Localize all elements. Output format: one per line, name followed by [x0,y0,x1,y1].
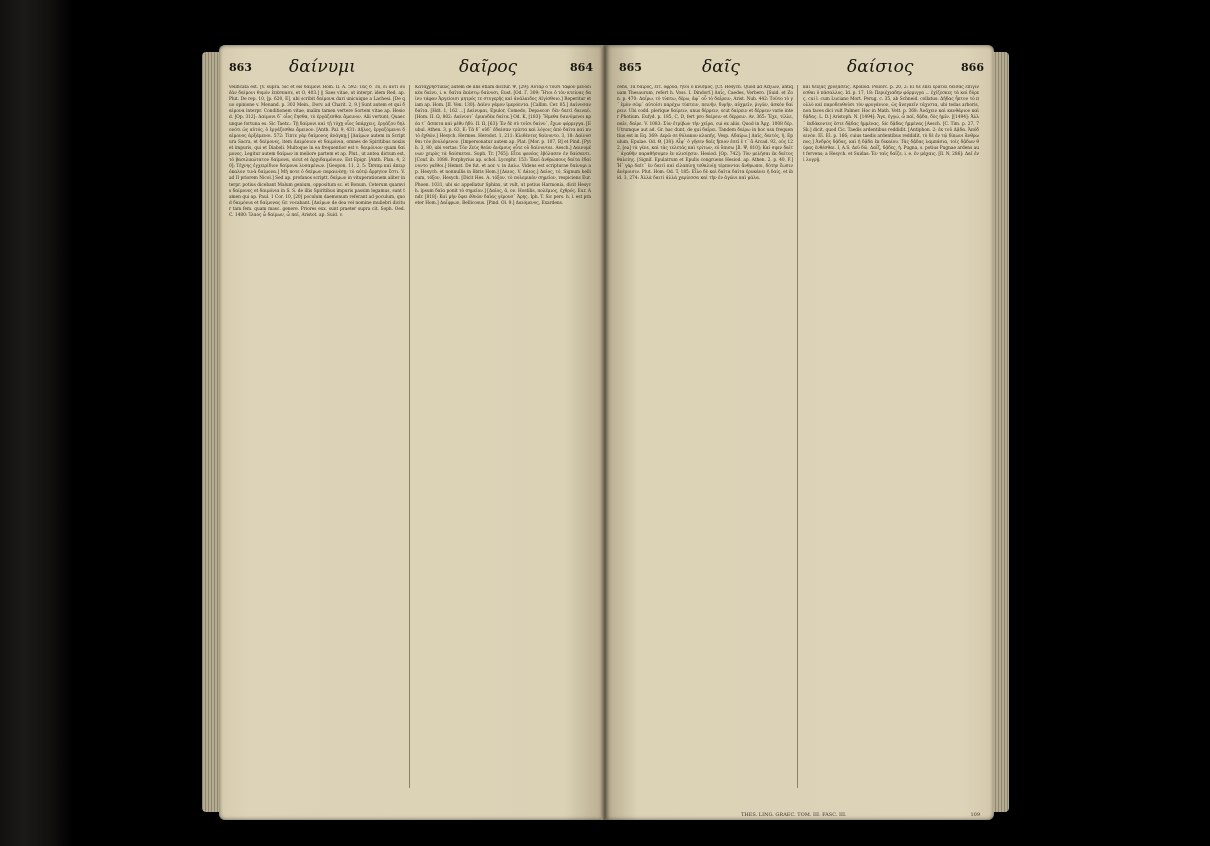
left-page-column-2: Καταχρηστικῶς autem de illis etiam dicitur. Ψ, [29]: Αὐτὰρ ὁ τοῖσι τάφον μενοεικέα δαίνυ, i. e. δαῖτα ἑκάστῳ δαίνυσι, Eust. [Od. Γ, 309: Ἤτοι ὁ τὸν κτείνας δαίνυ τάφον Ἀργείοισι μητρός τε στυγερῆς καὶ ἀνάλκιδος Αἰγίσθοιο.] Reperitur etiam ap. Hom. [II. Ven. 130]: Δαῖνυ γάμον ἱμερόεντα. [Callim. Cer. 85.] Δαίνυσαν δαῖτα. [Hdt. 1, 162 ...] Δαίνυμαι, Epulor, Comedo, Depascor: δὲν δαιτὶ δαιναῦ. [Hom. II. Ω, 802: Δαίνυντ᾽ ἐρικυδέα δαῖτα.] Od. K, [183]: Ἥμεθα δαινύμενοι κρέα τ᾽ ἄσπετα καὶ μέθυ ἡδύ. II. Ω, [63]: Ἐν δὲ σὺ τοῖσι δαίνυ᾽, ἔχων φόρμιγγα. [Eubul. Athen. 3, p. 63, E: Τὰ δ᾽ οὐδ᾽ ἐδαίσαν τρίπτα καὶ λόγοις ἀπὸ δαῖτα καὶ πυτὸ ἐχθῶν.] Hesych. Hermes. Herodot. 1, 211: Κλιθέντες δαίνυντο. 3, 18: Δαίνυσθαι τὸν βουλόμενον. [Impersonatur autem ap. Plat. [Mor. p. 107, B] et Pind. [Pyth. 3, 80, ubi vertas: Τὸν Ζεὺς θεῶν ἀνέμους οὖτε οὐ δαίνυνται. Aesch.] Δαινυμένων χειρὸς τὰ δαίσκεται. Soph. Tr. [765]: Εἶτα φονέας ἐβόλασεν ἐν δαίσαντι. [Conf. ib. 1088. Porphyrius ap. schol. Lycophr. 153: Ἐκεῖ ἀνθρώπους δαῖτα ἐδαίνυντο γαῖθοι.] Hemst. De fut. et aor. v. in Δαίω. Videns est scripturae δαίνυμι ap. Hesych. et nonnullis in libris Hom.] [Δαιος. V. Δάιος.] Δαῖος, τό, Signum bellicum, τόξον, Hesych. [Dicit Hes. A. τόξον. τὸ πολεμικὸν σημεῖον, respiciens Eur. Phoen. 1031, ubi sic appellatur Sphinx, ut vult, ut potius Harmonia, dicit Hesych. ipsum δαῖα ponit τὸ σημεῖον.] [Δαῖος, ᾶ, ον. Hostilis, πολέμιος, ἐχθρός. Eur. Andr. [818]: Καὶ μὴν ὄφει ἐθνῶν δαΐας γέρουσ᾽ Ἀρης. Iph. T. Sic pers. h. l. est praeter Hom.] Δαΐφρων, Bellicosus. [Pind. Ol. 9.] Δαιόμενος, Exardens. [415,85,591,206]
page-number-866: 866 [961,61,984,74]
page-number-863: 863 [229,61,252,74]
page-number-865: 865 [619,61,642,74]
left-page-columns [229,85,593,788]
left-page-header [219,51,603,79]
page-edges-left [202,52,220,812]
right-page-column-1: cens, Tὰ δαίρος, εἰτ. ὀφρύα, ἤτοι ὁ κνισμός. [Cf. Hesych. Quod ad Ἀεξίων, antiquam Thesaurum, refert h. Voss. I. Dindorf.] Δαΐς, Caedes, Verbero. [Suid. et Zon. p. 470: Δαΐρω, τὸ τύπτω, δέρω, ἀφ᾽ οὗ τὸ δαΐρειν, Arist. Nub. 442: Τοῦτο τὸ γ᾽ ἐμὸν σῶμ᾽ αὐτοῖσι παρέχω τύπτειν, πεινῆν, διψῆν, αὐχμεῖν, ῥιγῶν, ἀσκὸν δαίρειν. Ubi codd. plerique δαίρειν, unus δέρρειν, scut δαίρειν et δέρρειν varie inter Photium. Eufyd. p. 185, C, D, fert pro δαίρειν et δέρρειν. Av. 365: Ἔχε, τίλλε, παῖε, δαῖρε. V. 1083: Σὺν ἐτρίβων τὴν χεῖρα, cui ex aliis. Quod in Ἀρχ. 1008 δέρ. Utrumque aut ad. Gr. hac dunt, de qui δαΐρει. Tandem δαίρω in hoc usu frequentius est in Eq. 369: Δερῶ σε θύλακον κλοπῆς. Vesp. Αδαίρω.] Δαῖς, δαιτός, ἡ, Epulum, Epulae. Od. Θ, [38]: Αἶψ᾽ ὁ γῆσεν δαῖς ἤπιον ἐσεῖ ἐ τ᾽ ἄ Arcad. 92, οὐς 122, [ea] τὰ γένε, καὶ τὰς τελετὰς καὶ τρίτων, εὐ ὄπισω [Il. Ψ, 810]: Καί σφιν δαῖτ᾽ ἀγαθὴν παραθήσομεν ἐν κλισίῃσιν. Hesiod. [Op. 742]: Τὸν μελῆσαι ἐκ δαῖτος θαλείης. [Signif. Epulatrum et Epulis congruens Hesiod. ap. Athen. 2, p. 40, F.] Ἡ᾽ γὰρ δαῖτ᾽ ἐν δαιτὶ καὶ εἰλαπίνῃ τεθαλυίῃ τέρπονται ἄνθρωποι, δότην ἔωσιν ἀνέμοισιν. Plut. Hom. Od. T, 185: Εἶλο δὲ καὶ δαῖτα δαῖτα ἐρυκάνει ἡ δαίς, et ibid. 3, 274: Ἀλλὰ δαιτὶ ἀλλὰ χαρίεσσα καὶ τὴν ἐν ἀγῶνι καὶ μάλα. [617,85,793,182]
headword-right-b: δαίσιος [847,57,914,77]
left-page-column-1: velificata est. [V. supra. Sic et eis δαίμονι Hom. II. A. 592: Τὰς δ᾽ εὖ, εἰ αὖτι οὐ ἐὰν δαίμονι θυμὸν ἐπέσπασε, et O, 403.] || Saes vitae, ut interpr. idem Red. ap. Plut. De rep. 10, [p. 620, E], ubi scribit δαίμονα dari unicuique a Lachesi. [De quo opinione v. Menand. p. 303 Mein., Dorv. ad Charit. 2, 9.] Sunt autem et qui δαίμονα interpr. Conditionem vitae, malim tamen vertere Sortem vitae ap. Hesiod. [Op. 312]: Δαίμονι δ᾽ οἷος ἔησθα, τὸ ἐργάζεσθαι ἄμεινον. Alii vertunt, Quaecunque fortuna es. Sic Taetz.: Τῇ δαίμονι καὶ τῇ τύχῃ οἷος ὑπάρχεις, ἐργάζου δηλονότι ὡς αὐτός, ὁ ἐργάζεσθαι ἄμεινον. [Anth. Pal. 9, 431: Δῆλος, ἐργαζόμενοι δαίμονος ἀρξάμενοι. 572: Τίπτε γὰρ δαίμονος ἀνάγκῃ;] [Δαίμων autem in Scriptura Sacra, et δαίμονες, item Δαιμόνιον et δαιμόνια, omnes de Spiritibus noxiis et impuris, qui et Diaboli. Multoque in ea frequentior est v. δαιμόνιον quam δαίμονες. Legitur autem δαίμων in meliore partem et ap. Plut., ut antea dictum est, τὸ βασιλικώτατον δαίμονα, sicut et ἀρχιδαιμόνιον. Est Epigr. [Anth. Plan. 4, 20]: Τέχνης ἐγχειρίδιον δαίμονα λυσαμένων. [Geopon. 11, 2, 5: Ὥσπερ καὶ ἀπειρόκαλον τινὰ δαίμονα.] Μή ποτε ὁ δαίμων παραινέσῃ; τὸ αὐτῷ ἄρρητον ἔστι. V. ad II priorem Nicol.] Sed ap. profanos scriptt. δαίμων in vituperationem aliter interpr. potius dicebant Malum genium, oppositum sc. et Bonum. Ceterum quamvis δαίμονες et δαιμόνια in S. S. de illis Spiritibus impuris passim legamus, sunt tamen qui ap. Paul. 1 Cor. 10, [20] poculum daemonum referant ad poculum, quod δαιμόνια et δαίμονας Gr. vocabant. [Δαίμων de dea vel nomine muliebri dicitur tam fem. quam masc. genere. Priores exx. sunt praeter supra cit. Soph. Oed. C. 1480: Ἱλαος ὦ δαίμων, ὦ παῖ, Aristot. ap. Suid. v. [229,85,405,218]
column-rule [409,85,410,788]
column-rule [797,85,798,788]
page-number-864: 864 [570,61,593,74]
headword-right-a: δαῖς [702,57,740,77]
right-page-header [607,51,994,79]
footer-page-number: 109 [970,812,980,818]
right-page [607,45,994,820]
footer-signature: THES. LING. GRAEC. TOM. III. FASC. III. [741,812,847,818]
right-page-columns [617,85,984,788]
right-page-column-2: καὶ δεῖξας χρυξάσεις. Apollod. Poliorc. p. 20, 2: Εἰ δὲ ἐπεὶ ἐρᾶται δεῖσας ἐπιγίνεσθαι ὁ πάσαλλος. Id. p. 17, 18: Περιέχιαδην φόρμιγγα ... ἐχίζεσκες τὰ καὶ δῦρες, cui l. cum Luciano Mort. Perug. c. 35, ab Schneid. collatus: Δῆδας ἧπτον τὸ πολλὸ καὶ παροδευθοῦσι τὸν φρυγάνιον, ὡς ἄνεγκεῖν τάχιστα, ubi tedas arboris, non faces dici vult Palmer. Hoc in Math. Vett. p. 368: Ἀνάχειν καὶ κανθάριον καὶ δᾷδας. L. D.] Aristoph. N. [1494]: Ἄγε, ἐγγώ, ὦ παῖ, δᾷδα, δὸς ἡμῖν. [[1494]: Ἀλλ᾽ ἐκδάκοντες ἐστε δᾷδας ἡμμένας. Sic δᾷδας ἡμμένας [Aesch. [C. Tim. p. 27, 7 Sk.] dicit, quod Cic. Taedis ardentibus reddidit. [Antiphon. 2: ἐκ τοῦ Δᾷδα. Ἀπόδαινόν. Εἰ. Εἰ. p. 166; cuius taedis ardentibus reddidit, τὸ δὲ ἐν τῷ δίκωνι ἄνθρωπος.] Ἀνδρὸς δᾷδας, καὶ ἡ δᾷδα ἐκ δικαίου. Τὰς δᾷδας λαμπάσια, τοῖς δᾷδων θύρας ἐνθέσθαι. I, A.S. Δεῦ δῶ. Δαΐζ, δᾷδες, ἡ. Pugna, s. potius Pugnae ardens aut fervens; a Hesych. et Suidas: Ἐν ταῖς δαΐζε, i. e. ἐν μάχαις. [Il. N, 286]: Δαῖ ἐνὶ λυγρῇ. [803,85,979,164]
page-edges-right [993,52,1009,812]
left-page [219,45,603,820]
headword-left-a: δαίνυμι [289,57,356,77]
headword-left-b: δαῖρος [459,57,518,77]
